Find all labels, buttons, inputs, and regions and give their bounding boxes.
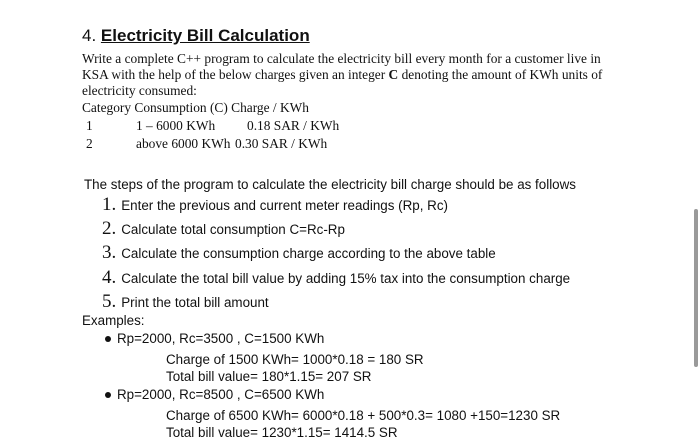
charges-table: [82, 99, 382, 153]
question-heading: [82, 26, 310, 46]
steps-list: [102, 194, 570, 315]
step-text: Print the total bill amount: [121, 294, 269, 310]
category-cell: 1: [86, 118, 93, 133]
steps-intro: The steps of the program to calculate the electricity bill charge should be as follows: [84, 177, 576, 192]
example-1-charge: Charge of 1500 KWh= 1000*0.18 = 180 SR: [166, 352, 424, 367]
example-2-charge: Charge of 6500 KWh= 6000*0.18 + 500*0.3= 1080 +150=1230 SR: [166, 408, 561, 423]
examples-label: Examples:: [82, 313, 145, 328]
consumption-cell: 1 – 6000 KWh: [136, 118, 216, 133]
question-number: 4.: [82, 26, 97, 45]
step-number: 5.: [102, 290, 117, 312]
list-item: [102, 291, 570, 315]
charges-table-header: Category Consumption (C) Charge / KWh: [82, 100, 309, 115]
consumption-cell: above 6000 KWh: [136, 136, 231, 151]
example-2-total: Total bill value= 1230*1.15= 1414.5 SR: [166, 425, 398, 440]
list-item: [102, 194, 570, 218]
bullet-icon: [105, 392, 111, 398]
vertical-scrollbar[interactable]: [694, 209, 698, 367]
category-cell: 2: [86, 136, 93, 151]
bullet-icon: [105, 336, 111, 342]
charge-cell: 0.30 SAR / KWh: [235, 136, 328, 151]
step-text: Enter the previous and current meter readings (Rp, Rc): [121, 198, 448, 213]
question-title: Electricity Bill Calculation: [100, 26, 310, 45]
description-text-1: Write a complete C++ program to calculate the electricity bill every month for a customer live in KSA with the help of the below charges given an integer: [82, 51, 601, 82]
step-number: 1.: [102, 194, 117, 215]
list-item: [102, 218, 570, 242]
step-text: Calculate the total bill value by adding 15% tax into the consumption charge: [121, 270, 571, 286]
step-number: 2.: [102, 218, 117, 240]
charge-cell: 0.18 SAR / KWh: [247, 118, 340, 133]
list-item: [102, 242, 570, 266]
problem-description: [82, 51, 627, 99]
table-row: [82, 135, 382, 153]
example-1-total: Total bill value= 180*1.15= 207 SR: [166, 369, 372, 384]
step-text: Calculate the consumption charge according to the above table: [121, 246, 496, 262]
example-1-input: Rp=2000, Rc=3500 , C=1500 KWh: [117, 331, 325, 346]
step-text: Calculate total consumption C=Rc-Rp: [121, 222, 345, 238]
example-2-input: Rp=2000, Rc=8500 , C=6500 KWh: [117, 387, 325, 402]
description-text-2: denoting the amount of KWh units of electricity consumed:: [82, 67, 603, 98]
table-row: [82, 117, 382, 135]
description-variable-c: C: [388, 67, 399, 82]
list-item: [102, 267, 570, 291]
step-number: 3.: [102, 242, 117, 264]
step-number: 4.: [102, 266, 117, 288]
